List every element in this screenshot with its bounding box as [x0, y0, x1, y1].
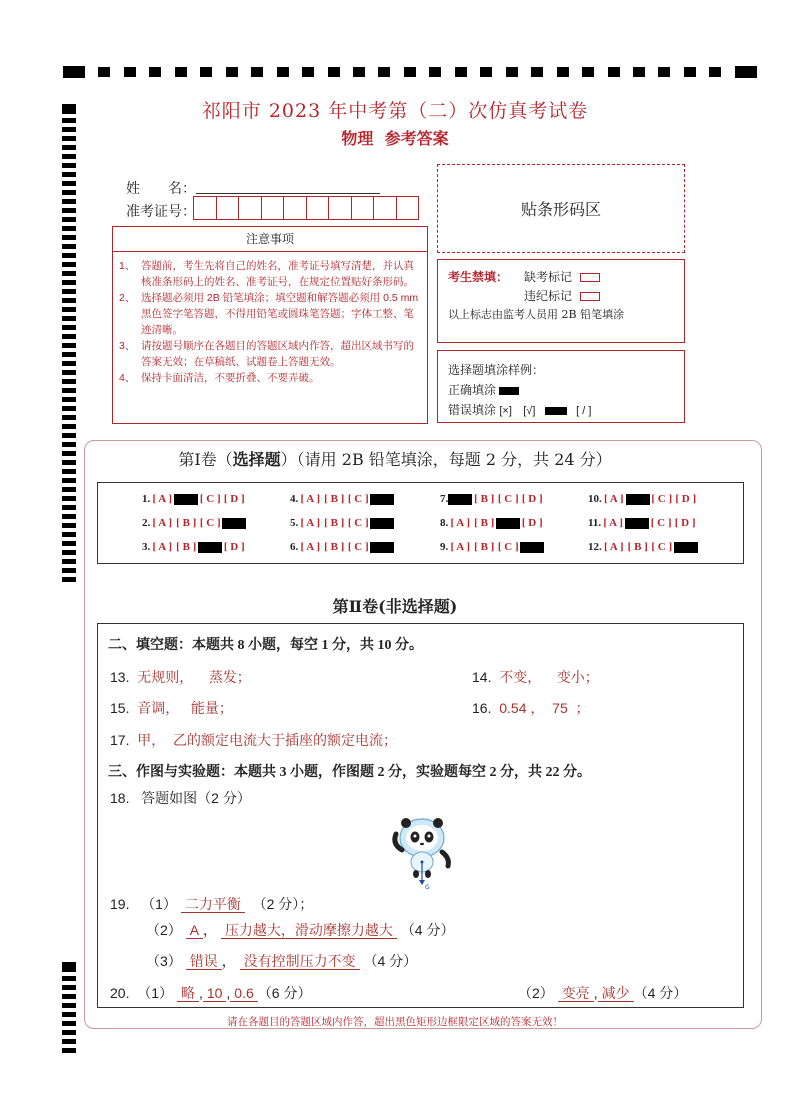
exp-heading: 三、作图与实验题：本题共 3 小题，作图题 2 分，实验题每空 2 分，共 22 分。	[108, 765, 591, 780]
alignment-mark	[62, 226, 76, 231]
alignment-mark	[62, 532, 76, 537]
absent-mark-row: 缺考标记	[524, 268, 600, 285]
q19-part2-row: （2） A ， 压力越大，滑动摩擦力越大 （4 分）	[146, 922, 455, 938]
q15-answer-2: 能量；	[190, 700, 233, 716]
alignment-mark	[62, 415, 76, 420]
q15-row	[110, 698, 233, 718]
alignment-mark	[62, 217, 76, 222]
mc-question-number: 5.	[290, 517, 299, 529]
mc-option-b[interactable]: [ B ]	[474, 541, 495, 553]
absent-mark-box[interactable]	[580, 273, 600, 282]
alignment-mark	[251, 67, 263, 77]
alignment-mark	[62, 244, 76, 249]
q13-number: 13.	[110, 669, 130, 685]
mc-option-a[interactable]: [ A ]	[448, 494, 472, 505]
mc-question-number: 9.	[440, 541, 449, 553]
q18-row	[110, 788, 251, 808]
footer-warning: 请在各题目的答题区域内作答，超出黑色矩形边框限定区域的答案无效！	[227, 1016, 563, 1028]
mc-option-a[interactable]: [ A ]	[300, 493, 321, 505]
alignment-mark	[506, 67, 518, 77]
mc-question-3	[142, 541, 246, 553]
alignment-mark	[62, 361, 76, 366]
alignment-mark	[62, 253, 76, 258]
alignment-mark	[62, 568, 76, 573]
mc-option-d[interactable]: [ D ]	[371, 541, 393, 554]
mc-question-number: 8.	[440, 517, 449, 529]
alignment-mark	[62, 496, 76, 501]
notice-item-number: 4、	[119, 372, 136, 384]
mc-option-d[interactable]: [ D ]	[675, 541, 697, 554]
notice-item-number: 3、	[119, 340, 136, 352]
mc-option-c[interactable]: [ C ]	[650, 517, 672, 529]
q18-figure-label: G	[425, 884, 430, 890]
mc-option-d[interactable]: [ D ]	[223, 517, 245, 530]
alignment-mark	[404, 67, 416, 77]
alignment-mark	[62, 352, 76, 357]
mc-option-a[interactable]: [ A ]	[603, 493, 624, 505]
notice-item-text: 答题前，考生先将自己的姓名，准考证号填写清楚，并认真核准条形码上的姓名、准考证号，在规定位置贴好条形码。	[141, 260, 414, 288]
alignment-mark	[62, 962, 76, 972]
alignment-mark	[302, 67, 314, 77]
notice-item	[119, 338, 421, 370]
mc-question-11	[588, 517, 697, 529]
q13-answer-2: 蒸发；	[208, 669, 251, 685]
mc-question-number: 2.	[142, 517, 151, 529]
mc-option-a[interactable]: [ A ]	[603, 517, 623, 529]
q20-answer-2: 10	[203, 985, 227, 1002]
mc-option-b[interactable]: [ B ]	[324, 517, 345, 529]
alignment-mark	[62, 478, 76, 483]
q15-number: 15.	[110, 700, 130, 716]
violation-mark-row: 违纪标记	[524, 287, 600, 304]
mc-option-b[interactable]: [ B ]	[474, 517, 495, 529]
mc-question-1	[142, 493, 246, 505]
q17-answer-1: 甲，	[137, 732, 166, 748]
alignment-mark	[633, 67, 645, 77]
top-alignment-marks	[63, 66, 757, 78]
alignment-mark	[62, 199, 76, 204]
alignment-mark	[62, 298, 76, 303]
left-alignment-marks-top	[62, 104, 76, 582]
forbid-label: 考生禁填：	[448, 270, 509, 284]
alignment-mark	[62, 316, 76, 321]
mc-question-number: 7.	[440, 493, 449, 505]
alignment-mark	[62, 181, 76, 186]
mc-option-d[interactable]: [ D ]	[371, 493, 393, 506]
mc-option-b[interactable]: [ B ]	[176, 541, 197, 553]
alignment-mark	[62, 289, 76, 294]
fill-heading: 二、填空题：本题共 8 小题，每空 1 分，共 10 分。	[108, 638, 423, 653]
notice-heading: 注意事项	[113, 227, 427, 252]
q18-text: 答题如图（2 分）	[141, 790, 251, 806]
exam-id-label: 准考证号：	[126, 205, 196, 220]
exam-subtitle	[0, 126, 790, 149]
mc-option-d[interactable]: [ D ]	[674, 517, 696, 529]
mc-option-b[interactable]: [ B ]	[176, 493, 197, 506]
mc-option-a[interactable]: [ A ]	[603, 541, 624, 553]
mc-option-d[interactable]: [ D ]	[521, 517, 543, 529]
alignment-mark	[62, 154, 76, 159]
mc-question-number: 3.	[142, 541, 151, 553]
mc-question-9	[440, 541, 544, 553]
q16-answer-1: 0.54	[499, 700, 527, 716]
mc-question-number: 10.	[588, 493, 602, 505]
alignment-mark	[175, 67, 187, 77]
alignment-mark	[62, 994, 76, 999]
q19-part3-row: （3） 错误 ， 没有控制压力不变 （4 分）	[146, 953, 418, 969]
mc-question-8	[440, 517, 544, 529]
alignment-mark	[62, 424, 76, 429]
alignment-mark	[62, 235, 76, 240]
subtitle-answer-key: 参考答案	[384, 129, 449, 148]
mc-option-d[interactable]: [ D ]	[521, 541, 543, 554]
alignment-mark	[658, 67, 670, 77]
mc-question-5	[290, 517, 394, 529]
wrong-mark-3	[545, 407, 567, 415]
alignment-mark	[62, 406, 76, 411]
q19-answer-5: 没有控制压力不变	[240, 953, 360, 970]
mc-option-d[interactable]: [ D ]	[223, 493, 245, 505]
q13-answer-1: 无规则，	[137, 669, 194, 685]
mc-question-number: 11.	[588, 517, 602, 529]
q18-number: 18.	[110, 790, 130, 806]
violation-mark-box[interactable]	[580, 292, 600, 301]
alignment-mark	[531, 67, 543, 77]
mc-option-a[interactable]: [ A ]	[152, 493, 173, 505]
mc-option-d[interactable]: [ D ]	[371, 517, 393, 530]
mc-option-d[interactable]: [ D ]	[223, 541, 245, 553]
alignment-mark	[62, 190, 76, 195]
mc-option-a[interactable]: [ A ]	[450, 517, 471, 529]
alignment-mark	[62, 985, 76, 990]
wrong-mark-4: [ / ]	[576, 405, 592, 417]
alignment-mark	[63, 66, 85, 78]
mc-option-c[interactable]: [ C ]	[651, 493, 673, 505]
q20-number: 20.	[110, 985, 130, 1001]
q18-figure-mascot	[384, 810, 460, 890]
wrong-sample-row: 错误填涂 [×] [√] [ / ]	[448, 403, 592, 417]
alignment-mark	[62, 325, 76, 330]
correct-fill-mark	[499, 387, 519, 395]
mc-option-c[interactable]: [ C ]	[651, 541, 673, 553]
mc-question-number: 12.	[588, 541, 602, 553]
alignment-mark	[62, 208, 76, 213]
q14-number: 14.	[472, 669, 492, 685]
alignment-mark	[62, 397, 76, 402]
alignment-mark	[455, 67, 467, 77]
mc-question-number: 4.	[290, 493, 299, 505]
q20-answer-4: 变亮	[558, 985, 594, 1002]
mc-option-a[interactable]: [ A ]	[450, 541, 471, 553]
mc-option-c[interactable]: [ C ]	[199, 541, 221, 554]
q19-answer-3: 压力越大，滑动摩擦力越大	[221, 922, 397, 939]
alignment-mark	[62, 577, 76, 582]
notice-item	[119, 290, 421, 338]
q20-part1-row: 20. （1） 略 , 10 , 0.6 （6 分）	[110, 985, 312, 1001]
alignment-mark	[62, 523, 76, 528]
forbid-note: 以上标志由监考人员用 2B 铅笔填涂	[448, 308, 625, 321]
left-alignment-marks-bottom	[62, 962, 76, 1053]
q20-answer-5: 减少	[598, 985, 634, 1002]
alignment-mark	[429, 67, 441, 77]
alignment-mark	[62, 172, 76, 177]
alignment-mark	[200, 67, 212, 77]
examiner-only-box	[437, 259, 685, 343]
mc-question-12	[588, 541, 698, 553]
mc-option-a[interactable]: [ A ]	[300, 541, 321, 553]
alignment-mark	[62, 1039, 76, 1044]
q14-row	[472, 667, 599, 687]
notice-item	[119, 370, 421, 386]
notice-item-text: 保持卡面清洁，不要折叠、不要弄破。	[141, 372, 320, 384]
alignment-mark	[735, 66, 757, 78]
mc-question-4	[290, 493, 394, 505]
mc-option-c[interactable]: [ C ]	[347, 541, 369, 553]
alignment-mark	[62, 343, 76, 348]
alignment-mark	[62, 514, 76, 519]
alignment-mark	[62, 379, 76, 384]
alignment-mark	[62, 1048, 76, 1053]
mc-question-6	[290, 541, 394, 553]
q19-answer-4: 错误	[186, 953, 222, 970]
q17-answer-2: 乙的额定电流大于插座的额定电流；	[173, 732, 398, 748]
name-label: 姓 名：	[126, 182, 196, 197]
name-field[interactable]	[196, 193, 380, 194]
alignment-mark	[277, 67, 289, 77]
q13-row	[110, 667, 251, 687]
q15-answer-1: 音调，	[137, 700, 180, 716]
alignment-mark	[62, 334, 76, 339]
alignment-mark	[149, 67, 161, 77]
notice-item-number: 1、	[119, 260, 136, 272]
mc-question-number: 6.	[290, 541, 299, 553]
alignment-mark	[62, 262, 76, 267]
alignment-mark	[62, 307, 76, 312]
alignment-mark	[62, 559, 76, 564]
exam-id-boxes[interactable]	[194, 196, 419, 220]
multiple-choice-grid	[97, 482, 744, 564]
alignment-mark	[62, 433, 76, 438]
alignment-mark	[62, 280, 76, 285]
mc-question-2	[142, 517, 246, 529]
mc-option-b[interactable]: [ B ]	[324, 541, 345, 553]
q19-answer-2: A	[186, 922, 203, 939]
alignment-mark	[62, 271, 76, 276]
mc-question-10	[588, 493, 698, 505]
alignment-mark	[62, 976, 76, 981]
notice-box	[112, 226, 428, 424]
notice-item-number: 2、	[119, 292, 136, 304]
mc-option-a[interactable]: [ A ]	[152, 517, 173, 529]
alignment-mark	[62, 370, 76, 375]
mc-question-number: 1.	[142, 493, 151, 505]
alignment-mark	[226, 67, 238, 77]
alignment-mark	[709, 67, 721, 77]
mc-option-c[interactable]: [ C ]	[199, 493, 221, 505]
mc-option-c[interactable]: [ C ]	[199, 517, 221, 529]
mc-question-7	[440, 493, 544, 505]
q16-row: 16. 0.54 ， 75 ；	[472, 700, 590, 716]
q17-number: 17.	[110, 732, 130, 748]
alignment-mark	[328, 67, 340, 77]
alignment-mark	[557, 67, 569, 77]
alignment-mark	[62, 163, 76, 168]
mc-option-c[interactable]: [ C ]	[347, 493, 369, 505]
alignment-mark	[62, 541, 76, 546]
mc-option-c[interactable]: [ C ]	[347, 517, 369, 529]
notice-item-text: 选择题必须用 2B 铅笔填涂；填空题和解答题必须用 0.5 mm 黑色签字笔答题，不得用铅笔或圆珠笔答题；字体工整、笔迹清晰。	[141, 292, 419, 336]
wrong-mark-1: [×]	[499, 405, 512, 417]
alignment-mark	[62, 1030, 76, 1035]
barcode-area: 贴条形码区	[437, 164, 685, 253]
alignment-mark	[124, 67, 136, 77]
mc-option-d[interactable]: [ D ]	[521, 493, 543, 505]
alignment-mark	[378, 67, 390, 77]
notice-list	[113, 252, 427, 386]
wrong-mark-2: [√]	[523, 405, 536, 417]
q14-answer-1: 不变，	[499, 669, 542, 685]
mc-option-a[interactable]: [ A ]	[152, 541, 173, 553]
q20-answer-3: 0.6	[230, 985, 257, 1002]
alignment-mark	[62, 550, 76, 555]
mc-option-b[interactable]: [ B ]	[324, 493, 345, 505]
fill-sample-box	[437, 350, 685, 423]
mc-option-b[interactable]: [ B ]	[627, 541, 648, 553]
part1-title: 第Ⅰ卷（选择题）（请用 2B 铅笔填涂，每题 2 分，共 24 分）	[178, 450, 612, 469]
alignment-mark	[480, 67, 492, 77]
mc-option-d[interactable]: [ D ]	[675, 493, 697, 505]
alignment-mark	[62, 388, 76, 393]
alignment-mark	[62, 1003, 76, 1008]
mc-option-c[interactable]: [ C ]	[497, 517, 519, 530]
exam-title: 祁阳市 2023 年中考第（二）次仿真考试卷	[201, 100, 589, 122]
q20-answer-1: 略	[177, 985, 199, 1002]
mc-option-c[interactable]: [ C ]	[497, 493, 519, 505]
sample-title: 选择题填涂样例：	[448, 363, 545, 377]
alignment-mark	[353, 67, 365, 77]
q19-part1-row: 19. （1） 二力平衡 （2 分）；	[110, 896, 314, 912]
notice-item	[119, 258, 421, 290]
correct-sample-row: 正确填涂	[448, 381, 519, 398]
alignment-mark	[62, 487, 76, 492]
subtitle-subject: 物理	[341, 129, 374, 148]
alignment-mark	[684, 67, 696, 77]
q17-row	[110, 730, 397, 750]
alignment-mark	[608, 67, 620, 77]
mc-option-a[interactable]: [ A ]	[300, 517, 321, 529]
mc-option-b[interactable]: [ B ]	[627, 517, 648, 530]
alignment-mark	[98, 67, 110, 77]
mc-option-c[interactable]: [ C ]	[497, 541, 519, 553]
mc-option-b[interactable]: [ B ]	[627, 493, 648, 506]
q19-number: 19.	[110, 896, 130, 912]
q19-answer-1: 二力平衡	[181, 896, 245, 913]
alignment-mark	[582, 67, 594, 77]
q16-answer-2: 75	[552, 700, 568, 716]
mc-option-b[interactable]: [ B ]	[474, 493, 495, 505]
mc-option-b[interactable]: [ B ]	[176, 517, 197, 529]
q20-part2-row: （2） 变亮 , 减少 （4 分）	[518, 985, 688, 1001]
part2-title: 第Ⅱ卷(非选择题)	[332, 597, 458, 616]
alignment-mark	[62, 505, 76, 510]
notice-item-text: 请按题号顺序在各题目的答题区域内作答，超出区域书写的答案无效；在草稿纸、试题卷上答题无效。	[141, 340, 414, 368]
q16-number: 16.	[472, 700, 492, 716]
q14-answer-2: 变小；	[556, 669, 599, 685]
